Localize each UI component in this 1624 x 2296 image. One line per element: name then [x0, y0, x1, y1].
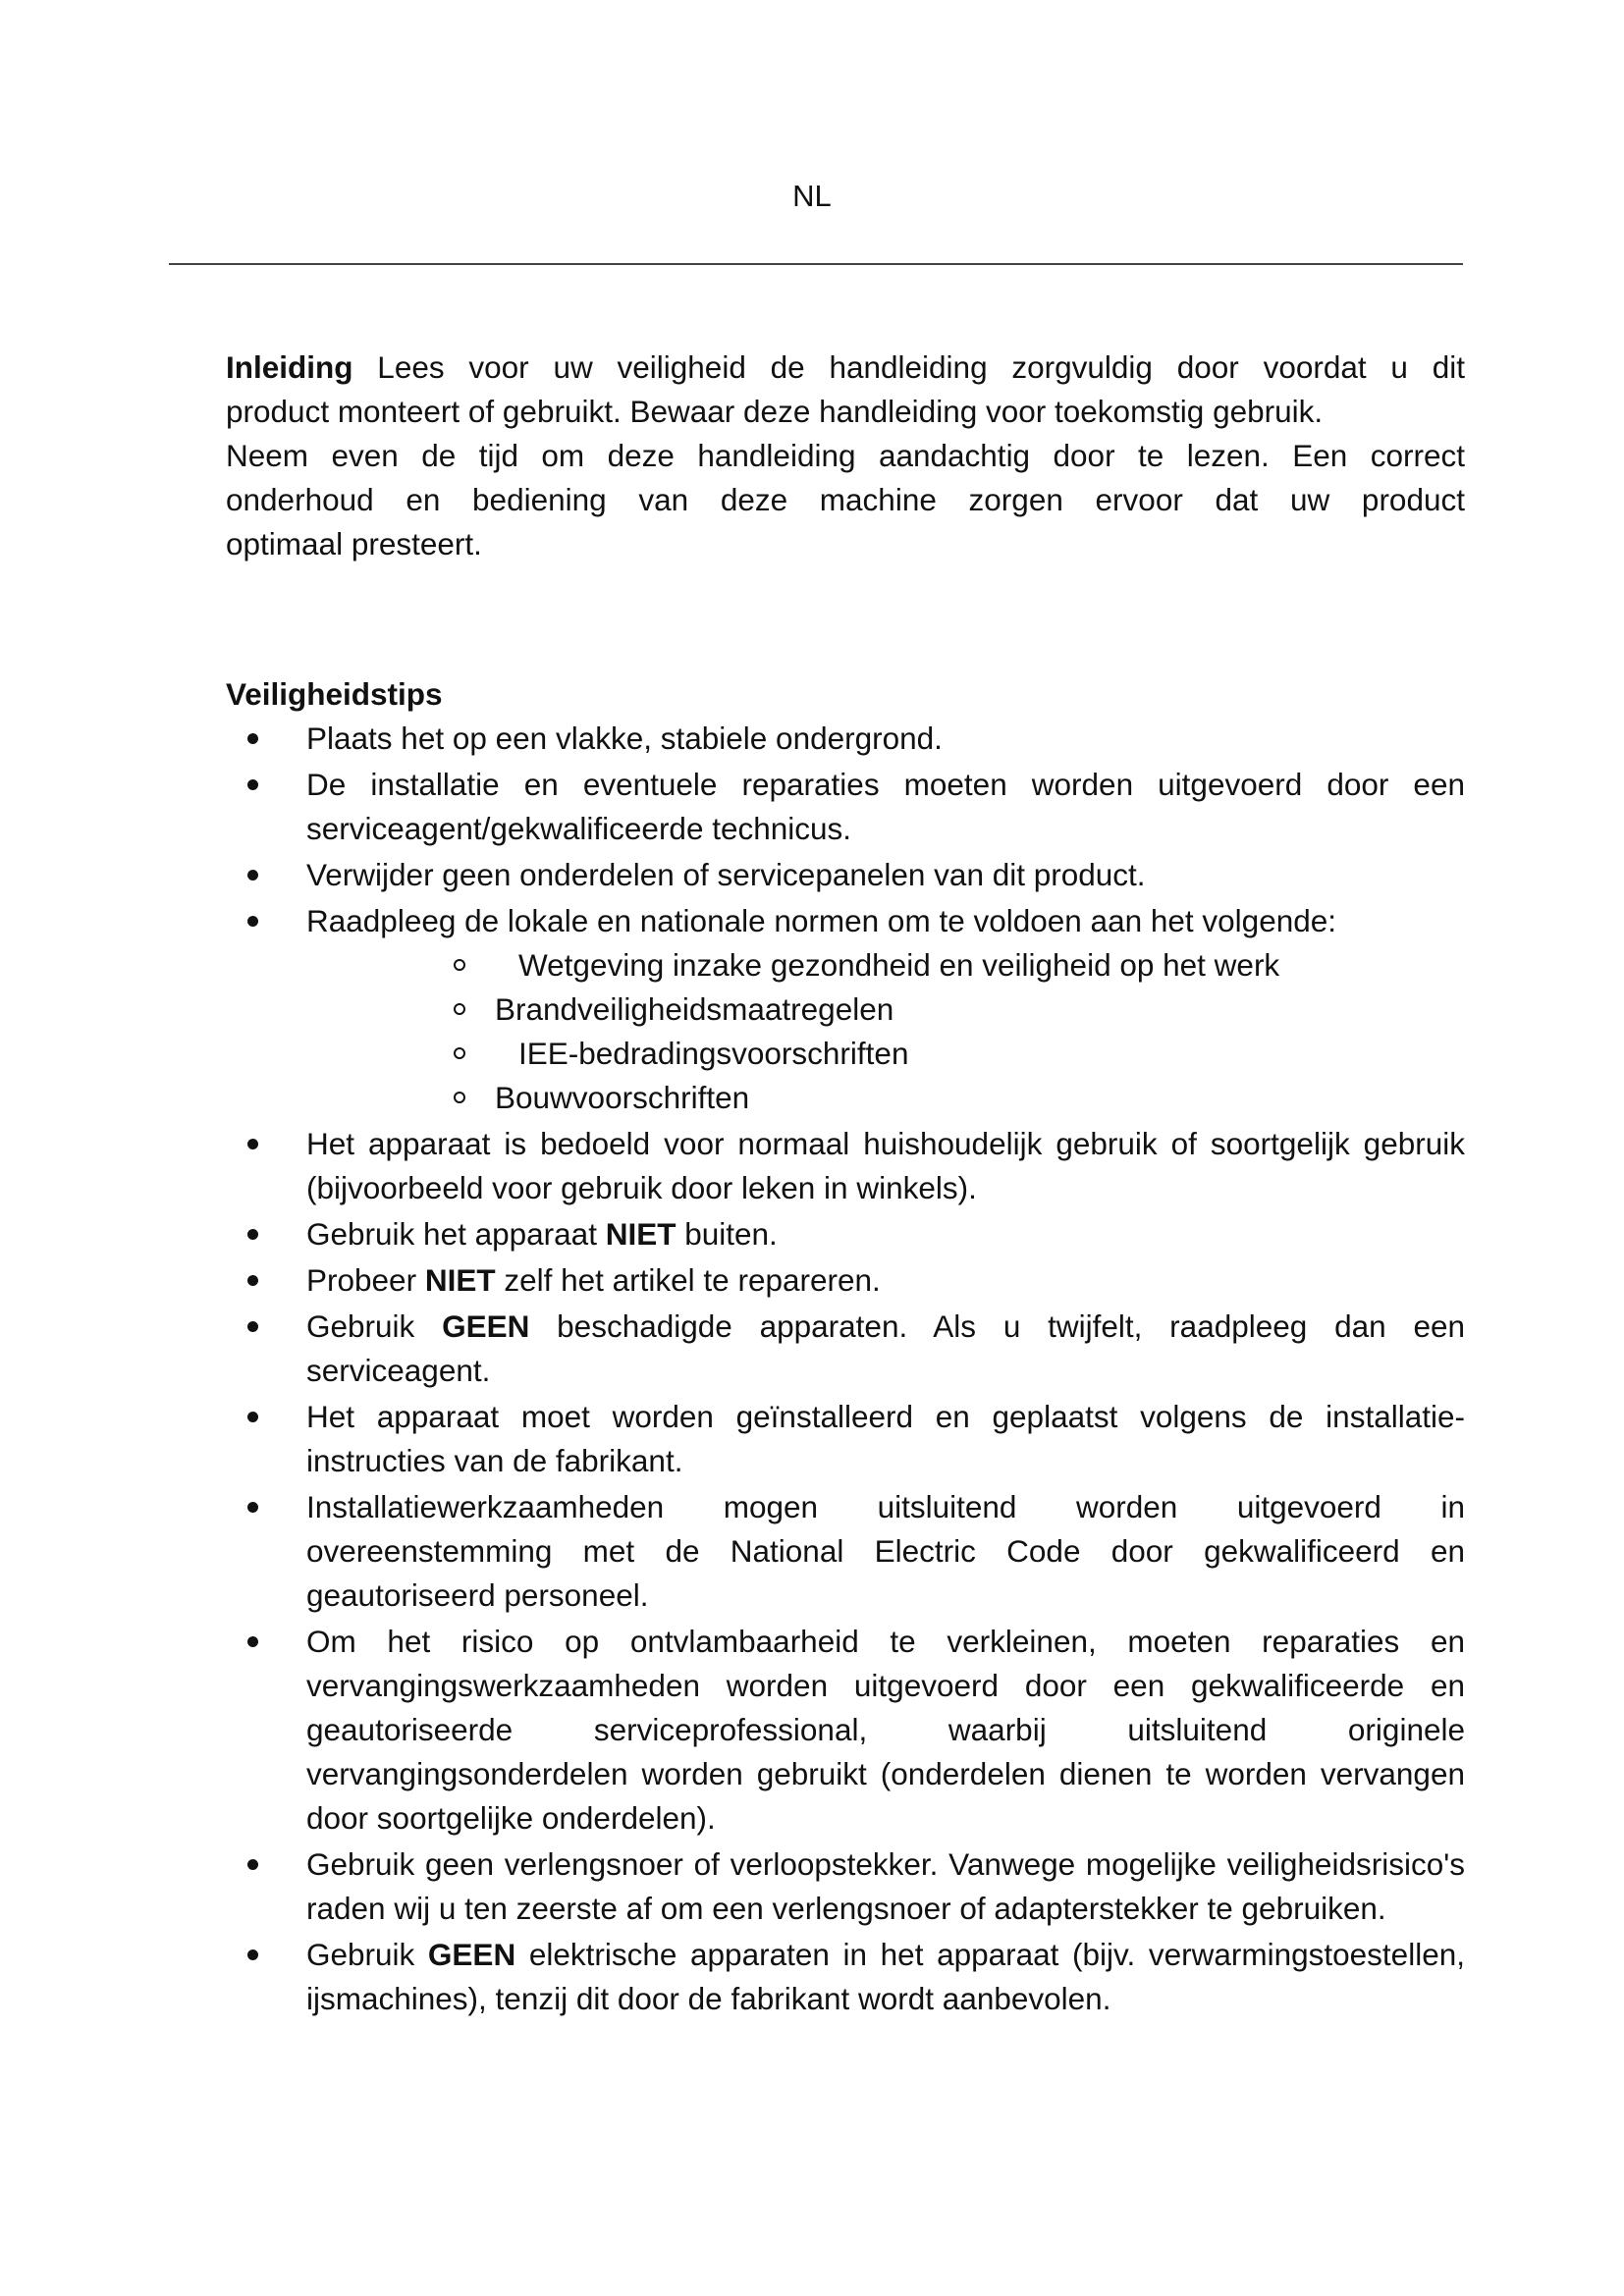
bullet-icon: [247, 1412, 258, 1422]
list-item: [226, 1395, 1465, 1483]
circle-bullet-icon: [454, 959, 465, 971]
sub-list-item-text: Wetgeving inzake gezondheid en veiligheid op het werk: [518, 947, 1280, 983]
intro-line-2: product monteert of gebruikt. Bewaar deze handleiding voor toekomstig gebruik.: [226, 394, 1324, 429]
safety-list: [226, 717, 1465, 2021]
intro-paragraph: [226, 346, 1465, 566]
page-header-language: NL: [792, 179, 832, 213]
list-item-text: Raadpleeg de lokale en nationale normen om te voldoen aan het volgende:: [306, 903, 1337, 938]
circle-bullet-icon: [454, 1047, 465, 1059]
emphasis-text: NIET: [605, 1216, 677, 1252]
emphasis-text: NIET: [424, 1262, 496, 1298]
list-item-text-post: buiten.: [676, 1216, 778, 1252]
emphasis-text: GEEN: [427, 1937, 516, 1972]
bullet-icon: [247, 916, 258, 927]
list-item-text: Verwijder geen onderdelen of servicepanelen van dit product.: [306, 857, 1146, 892]
bullet-icon: [247, 1949, 258, 1960]
list-item: [226, 1212, 1465, 1256]
list-item: [226, 1933, 1465, 2021]
bullet-icon: [247, 1139, 258, 1149]
list-item: [226, 1620, 1465, 1841]
sub-list-item: [306, 1076, 1465, 1120]
list-item-text: Plaats het op een vlakke, stabiele ondergrond.: [306, 721, 943, 756]
list-item: [226, 899, 1465, 1120]
sub-list-item: [306, 943, 1465, 988]
list-item-text: Installatiewerkzaamheden mogen uitsluitend worden uitgevoerd in overeenstemming met de National Electric Code door gekwalificeerd en geautoriseerd personeel.: [306, 1489, 1465, 1613]
list-item: [226, 1305, 1465, 1393]
bullet-icon: [247, 733, 258, 744]
sub-list-item: [306, 1032, 1465, 1076]
list-item-text-post: beschadigde apparaten. Als u twijfelt, raadpleeg dan een serviceagent.: [306, 1308, 1465, 1388]
sub-list-item: [306, 988, 1465, 1032]
safety-heading: Veiligheidstips: [226, 676, 443, 712]
list-item-text-pre: Gebruik het apparaat: [306, 1216, 606, 1252]
intro-line-3: Neem even de tijd om deze handleiding aandachtig door te lezen. Een correct: [226, 438, 1465, 473]
list-item: [226, 763, 1465, 851]
intro-text: Lees voor uw veiligheid de handleiding zorgvuldig door voordat u dit: [377, 349, 1465, 385]
bullet-icon: [247, 1229, 258, 1240]
bullet-icon: [247, 1321, 258, 1332]
list-item-text: Om het risico op ontvlambaarheid te verkleinen, moeten reparaties en vervangingswerkzaamheden worden uitgevoerd door een gekwalificeerde en geautoriseerde serviceprofessional, waarbij uitsluitend originele vervangingsonderdelen worden gebruikt (onderdelen dienen te worden vervangen door soortgelijke onderdelen).: [306, 1624, 1465, 1836]
bullet-icon: [247, 1502, 258, 1513]
list-item-text: Het apparaat is bedoeld voor normaal huishoudelijk gebruik of soortgelijk gebruik (bijvoorbeeld voor gebruik door leken in winkels).: [306, 1126, 1465, 1205]
list-item: [226, 1842, 1465, 1931]
list-item: [226, 1122, 1465, 1210]
sub-list-item-text: Bouwvoorschriften: [495, 1080, 750, 1115]
list-item-text-pre: Gebruik: [306, 1308, 443, 1344]
list-item-text-pre: Probeer: [306, 1262, 425, 1298]
document-body: [226, 346, 1465, 2023]
circle-bullet-icon: [454, 1092, 465, 1103]
list-item: [226, 1485, 1465, 1618]
bullet-icon: [247, 1275, 258, 1286]
bullet-icon: [247, 1636, 258, 1647]
intro-line-1: [226, 346, 1465, 390]
list-item: [226, 853, 1465, 897]
circle-bullet-icon: [454, 1003, 465, 1015]
list-item-text-post: elektrische apparaten in het apparaat (bijv. verwarmingstoestellen, ijsmachines), tenzij dit door de fabrikant wordt aanbevolen.: [306, 1937, 1465, 2016]
header-divider: [169, 263, 1463, 265]
list-item-text-pre: Gebruik: [306, 1937, 428, 1972]
sub-list-item-text: Brandveiligheidsmaatregelen: [495, 991, 894, 1027]
bullet-icon: [247, 1859, 258, 1870]
list-item: [226, 717, 1465, 761]
bullet-icon: [247, 870, 258, 881]
intro-heading: Inleiding: [226, 349, 353, 385]
intro-line-5: optimaal presteert.: [226, 526, 482, 561]
list-item-text: De installatie en eventuele reparaties moeten worden uitgevoerd door een serviceagent/gekwalificeerde technicus.: [306, 767, 1465, 846]
list-item-text: Het apparaat moet worden geïnstalleerd en geplaatst volgens de installatie-instructies van de fabrikant.: [306, 1399, 1465, 1478]
sub-list-item-text: IEE-bedradingsvoorschriften: [518, 1036, 909, 1071]
sub-list: [306, 943, 1465, 1120]
list-item-text: Gebruik geen verlengsnoer of verloopstekker. Vanwege mogelijke veiligheidsrisico's raden wij u ten zeerste af om een verlengsnoer of adapterstekker te gebruiken.: [306, 1846, 1465, 1926]
bullet-icon: [247, 779, 258, 790]
list-item-text-post: zelf het artikel te repareren.: [495, 1262, 881, 1298]
intro-line-4: onderhoud en bediening van deze machine zorgen ervoor dat uw product: [226, 482, 1465, 517]
emphasis-text: GEEN: [442, 1308, 530, 1344]
list-item: [226, 1258, 1465, 1303]
